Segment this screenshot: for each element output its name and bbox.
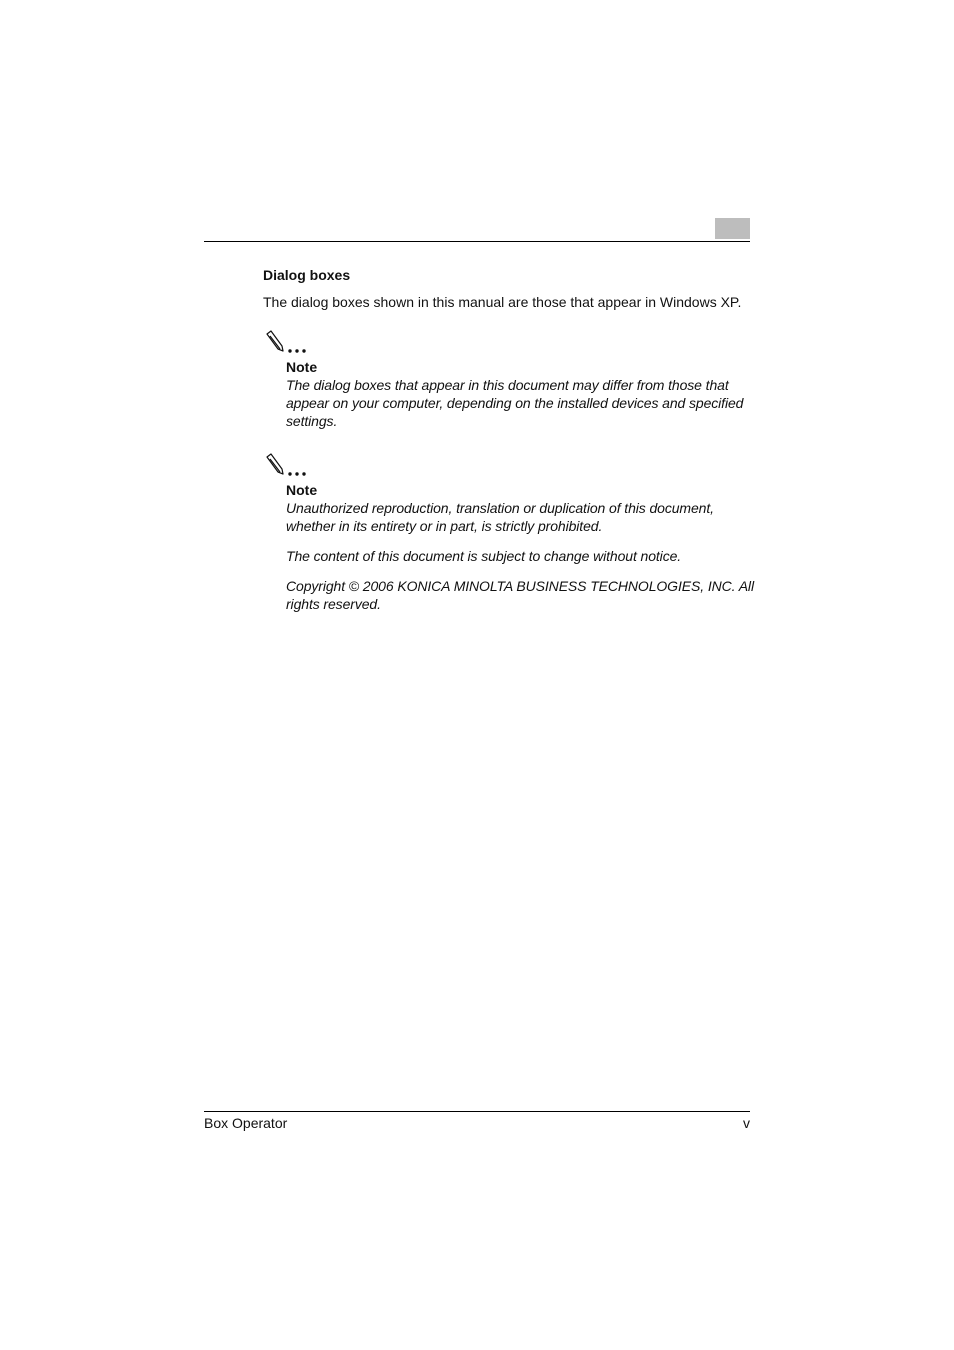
- section-body-text: The dialog boxes shown in this manual are those that appear in Windows XP.: [263, 294, 742, 310]
- note-paragraph: The dialog boxes that appear in this document may differ from those that appear on your computer, depending on the installed devices and specified settings.: [286, 377, 744, 429]
- pencil-note-icon: [264, 330, 312, 356]
- note-label: Note: [286, 359, 318, 375]
- page-number: v: [743, 1115, 750, 1131]
- copyright-notice: Copyright © 2006 KONICA MINOLTA BUSINESS TECHNOLOGIES, INC. All rights reserved.: [286, 578, 754, 612]
- note-block-1: [286, 358, 754, 442]
- note-paragraph: The content of this document is subject to change without notice.: [286, 548, 682, 564]
- note-label: Note: [286, 482, 318, 498]
- note-paragraph: Unauthorized reproduction, translation or duplication of this document, whether in its entirety or in part, is strictly prohibited.: [286, 500, 714, 534]
- header-tab-marker: [715, 218, 750, 239]
- note-block-2: [286, 481, 754, 625]
- pencil-note-icon: [264, 453, 312, 479]
- header-rule: [204, 241, 750, 242]
- footer-title: Box Operator: [204, 1115, 288, 1131]
- footer-rule: [204, 1111, 750, 1112]
- section-heading: Dialog boxes: [263, 267, 351, 283]
